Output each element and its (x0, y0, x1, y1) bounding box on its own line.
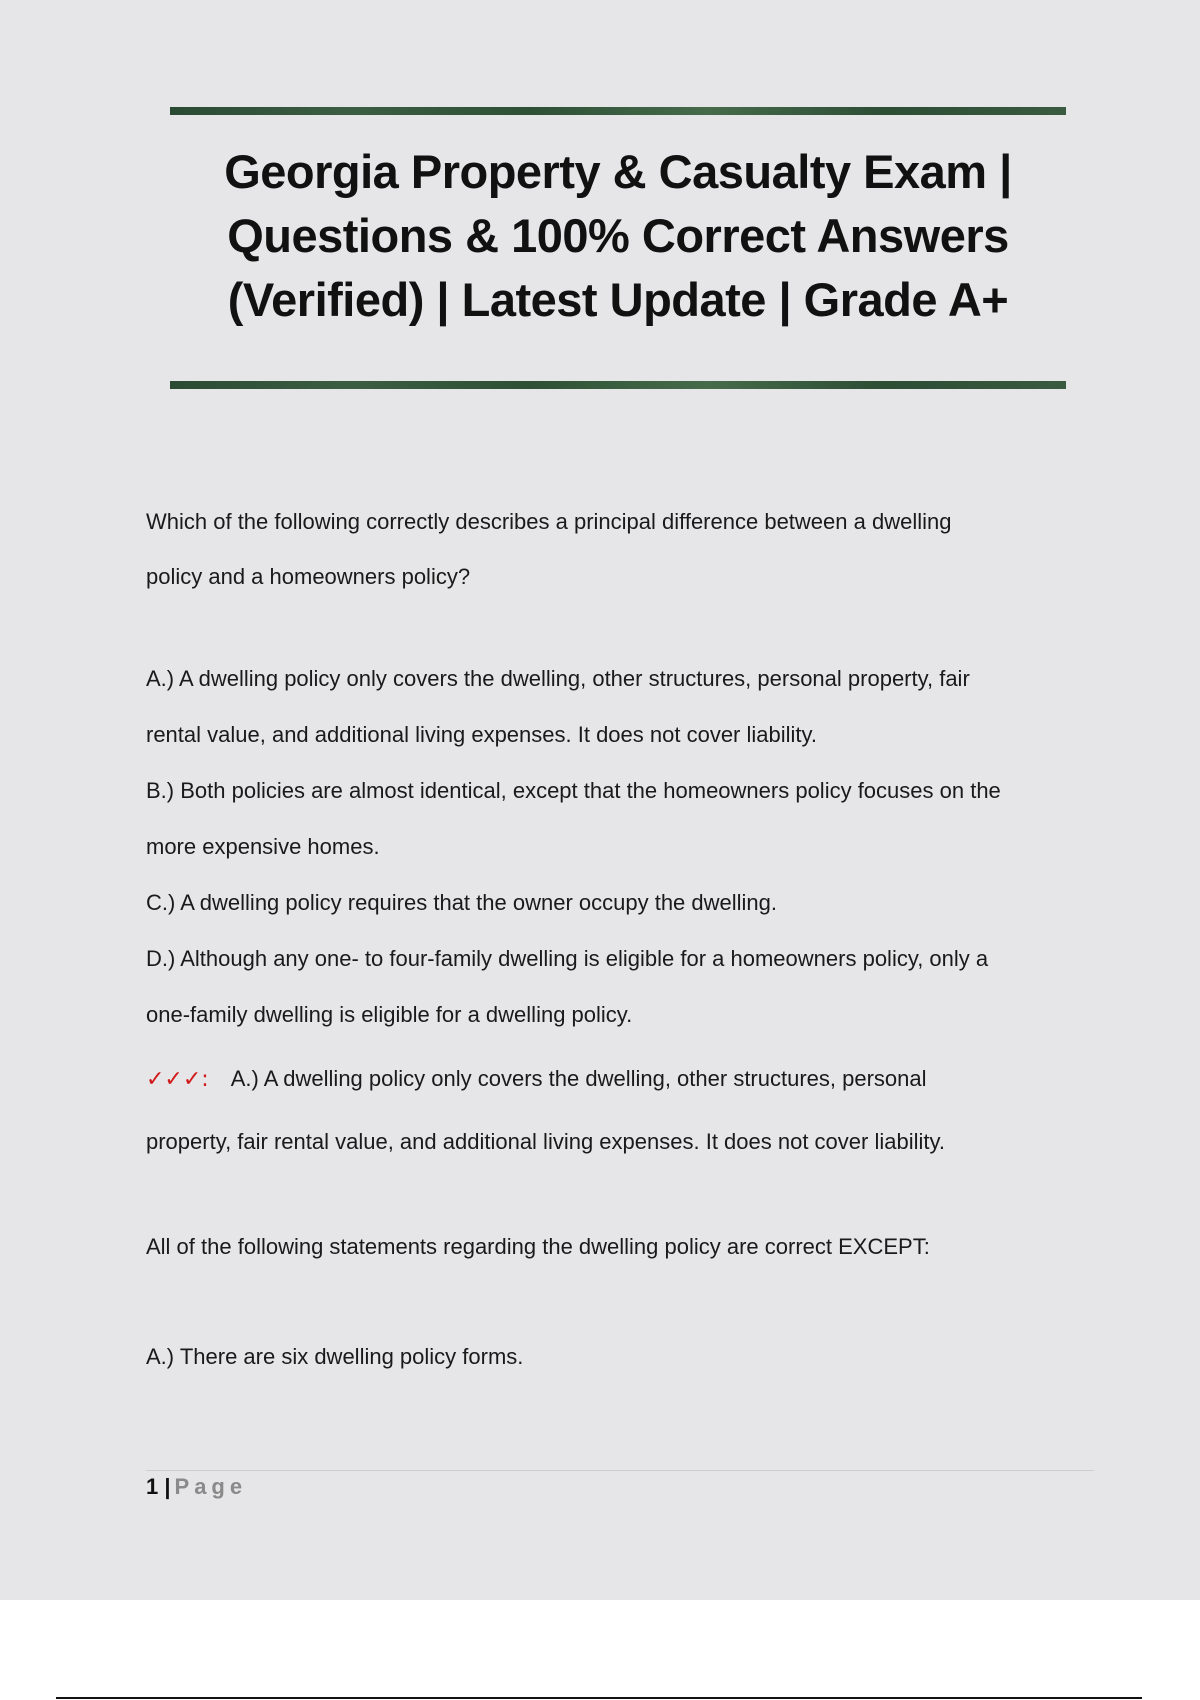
question-line: Which of the following correctly describes a principal difference between a dwelling (146, 509, 952, 534)
next-page-top-rule (56, 1697, 1142, 1699)
option-a-line: rental value, and additional living expenses. It does not cover liability. (146, 722, 817, 747)
footer-divider (146, 1470, 1094, 1471)
option-b-line: B.) Both policies are almost identical, except that the homeowners policy focuses on the (146, 778, 1001, 803)
checkmark-icon: ✓✓✓: (146, 1067, 209, 1092)
option-d-line: one-family dwelling is eligible for a dwelling policy. (146, 1002, 633, 1027)
title-top-rule (170, 107, 1066, 115)
title-line: Georgia Property & Casualty Exam | (224, 145, 1012, 198)
question-1-answer (146, 1048, 1096, 1173)
page-footer (146, 1472, 247, 1502)
option-c-line: C.) A dwelling policy requires that the owner occupy the dwelling. (146, 890, 778, 915)
title-bottom-rule (170, 381, 1066, 389)
option-d-line: D.) Although any one- to four-family dwelling is eligible for a homeowners policy, only a (146, 946, 989, 971)
title-line: (Verified) | Latest Update | Grade A+ (227, 273, 1009, 326)
question-line: policy and a homeowners policy? (146, 564, 471, 589)
page-number: 1 | (146, 1474, 171, 1499)
option-b-line: more expensive homes. (146, 834, 380, 859)
answer-line: property, fair rental value, and additional living expenses. It does not cover liability. (146, 1129, 945, 1154)
title-line: Questions & 100% Correct Answers (227, 209, 1009, 262)
document-title (150, 140, 1086, 332)
question-1-options (146, 651, 1096, 1043)
page-label: Page (174, 1474, 248, 1499)
answer-text: A.) A dwelling policy only covers the dwelling, other structures, personal (230, 1066, 927, 1091)
option-a-line: A.) A dwelling policy only covers the dwelling, other structures, personal property, fair (146, 666, 970, 691)
question-2-text: All of the following statements regarding the dwelling policy are correct EXCEPT: (146, 1234, 930, 1259)
question-1-text (146, 494, 1096, 604)
answer-line (146, 1048, 1096, 1111)
question-2-option-a: A.) There are six dwelling policy forms. (146, 1344, 524, 1369)
